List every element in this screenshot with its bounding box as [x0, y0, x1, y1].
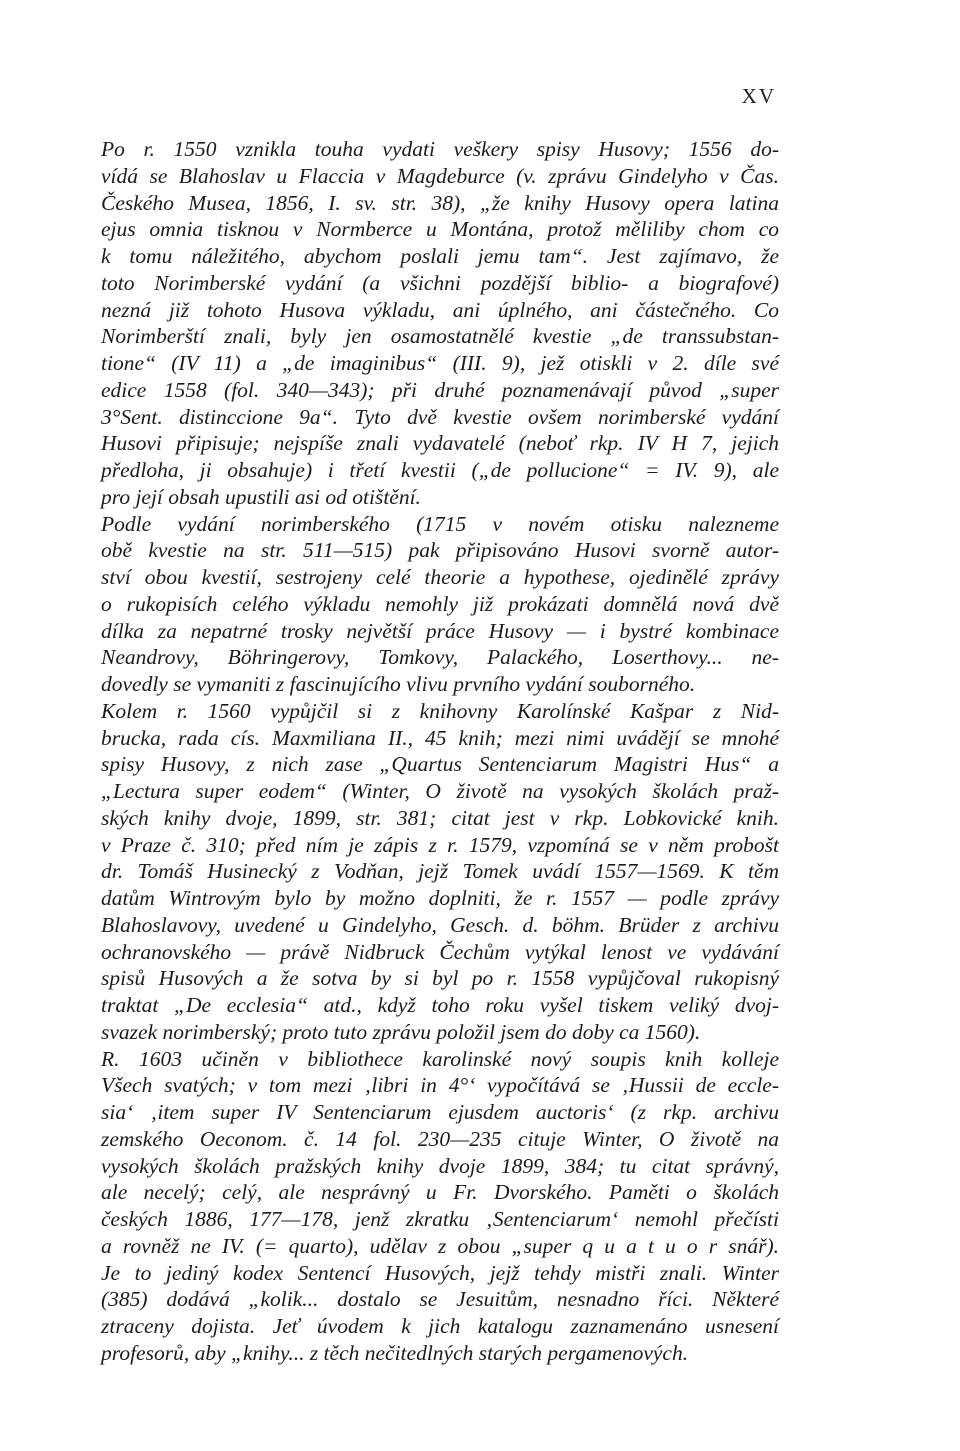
page-number: XV: [741, 84, 776, 108]
text-line: obě kvestie na str. 511—515) pak připisováno Husovi svorně autor-: [101, 538, 779, 563]
text-line: toto Norimberské vydání (a všichni pozdější biblio- a biografové): [101, 270, 779, 295]
text-line: „Lectura super eodem“ (Winter, O životě na vysokých školách praž-: [101, 779, 779, 803]
text-line: brucka, rada cís. Maxmiliana II., 45 knih; mezi nimi uvádějí se mnohé: [101, 725, 779, 750]
text-line: traktat „De ecclesia“ atd., když toho roku vyšel tiskem veliký dvoj-: [101, 993, 779, 1017]
text-line: ochranovského — právě Nidbruck Čechům vytýkal lenost ve vydávání: [101, 939, 779, 964]
text-line: 3°Sent. distinccione 9a“. Tyto dvě kvestie ovšem norimberské vydání: [101, 404, 779, 429]
text-line: Je to jediný kodex Sentencí Husových, jejž tehdy mistři znali. Winter: [101, 1260, 779, 1285]
text-line: Norimberští znali, byly jen osamostatnělé kvestie „de transsubstan-: [101, 324, 779, 349]
text-line: (385) dodává „kolik... dostalo se Jesuitům, nesnadno říci. Některé: [101, 1287, 779, 1312]
text-line: ství obou kvestií, sestrojeny celé theorie a hypothese, ojedinělé zprávy: [101, 565, 779, 589]
text-line: Husovi připisuje; nejspíše znali vydavatelé (neboť rkp. IV H 7, jejich: [101, 431, 779, 456]
text-line: dílka za nepatrné trosky největší práce Husovy — i bystré kombinace: [101, 618, 779, 643]
text-line: ztraceny dojista. Jeť úvodem k jich katalogu zaznamenáno usnesení: [101, 1314, 779, 1338]
text-line: zemského Oeconom. č. 14 fol. 230—235 cituje Winter, O životě na: [101, 1126, 779, 1151]
body-text: [101, 136, 779, 1367]
text-line: spisy Husovy, z nich zase „Quartus Sentenciarum Magistri Hus“ a: [101, 752, 779, 777]
text-line: R. 1603 učiněn v bibliothece karolinské nový soupis knih kolleje: [101, 1046, 779, 1071]
text-line: Podle vydání norimberského (1715 v novém otisku nalezneme: [101, 511, 779, 536]
text-line: a rovněž ne IV. (= quarto), udělav z obou „super q u a t u o r snář).: [101, 1233, 779, 1258]
text-line: profesorů, aby „knihy... z těch nečitedlných starých pergamenových.: [101, 1340, 689, 1365]
text-line: svazek norimberský; proto tuto zprávu položil jsem do doby ca 1560).: [101, 1019, 701, 1044]
text-line: Všech svatých; v tom mezi ‚libri in 4°‘ vypočítává se ‚Hussii de eccle-: [101, 1073, 779, 1098]
text-line: ale necelý; celý, ale nesprávný u Fr. Dvorského. Paměti o školách: [101, 1180, 779, 1205]
text-line: vídá se Blahoslav u Flaccia v Magdeburce (v. zprávu Gindelyho v Čas.: [101, 163, 779, 188]
text-line: datům Wintrovým bylo by možno doplniti, že r. 1557 — podle zprávy: [101, 886, 779, 910]
text-line: Neandrovy, Böhringerovy, Tomkovy, Palackého, Loserthovy... ne-: [101, 645, 779, 670]
text-line: dovedly se vymaniti z fascinujícího vlivu prvního vydání souborného.: [101, 672, 696, 696]
text-line: nezná již tohoto Husova výkladu, ani úplného, ani částečného. Co: [101, 297, 779, 322]
text-line: Kolem r. 1560 vypůjčil si z knihovny Karolínské Kašpar z Nid-: [101, 698, 779, 723]
text-line: ských knihy dvoje, 1899, str. 381; citat jest v rkp. Lobkovické knih.: [101, 805, 779, 830]
text-line: spisů Husových a že sotva by si byl po r. 1558 vypůjčoval rukopisný: [101, 966, 779, 991]
text-line: Blahoslavovy, uvedené u Gindelyho, Gesch. d. böhm. Brüder z archivu: [101, 912, 779, 937]
text-line: vysokých školách pražských knihy dvoje 1899, 384; tu citat správný,: [101, 1153, 779, 1178]
text-line: českých 1886, 177—178, jenž zkratku ‚Sentenciarum‘ nemohl přečísti: [101, 1207, 779, 1231]
text-line: ejus omnia tisknou v Normberce u Montána, protož měliliby chom co: [101, 217, 779, 242]
text-line: v Praze č. 310; před ním je zápis z r. 1579, vzpomíná se v něm probošt: [101, 832, 779, 857]
text-line: dr. Tomáš Husinecký z Vodňan, jejž Tomek uvádí 1557—1569. K těm: [101, 859, 779, 884]
text-line: předloha, ji obsahuje) i třetí kvestii („de pollucione“ = IV. 9), ale: [101, 458, 779, 482]
text-line: tione“ (IV 11) a „de imaginibus“ (III. 9), jež otiskli v 2. díle své: [101, 351, 779, 375]
text-line: sia‘ ‚item super IV Sentenciarum ejusdem auctoris‘ (z rkp. archivu: [101, 1100, 779, 1124]
text-line: pro její obsah upustili asi od otištění.: [101, 484, 421, 509]
text-line: edice 1558 (fol. 340—343); při druhé poznamenávají původ „super: [101, 377, 779, 402]
text-line: o rukopisích celého výkladu nemohly již prokázati domnělá nová dvě: [101, 591, 779, 616]
text-line: Po r. 1550 vznikla touha vydati veškery spisy Husovy; 1556 do-: [101, 137, 779, 161]
text-line: k tomu náležitého, abychom poslali jemu tam“. Jest zajímavo, že: [101, 244, 779, 268]
text-line: Českého Musea, 1856, I. sv. str. 38), „že knihy Husovy opera latina: [101, 190, 779, 215]
